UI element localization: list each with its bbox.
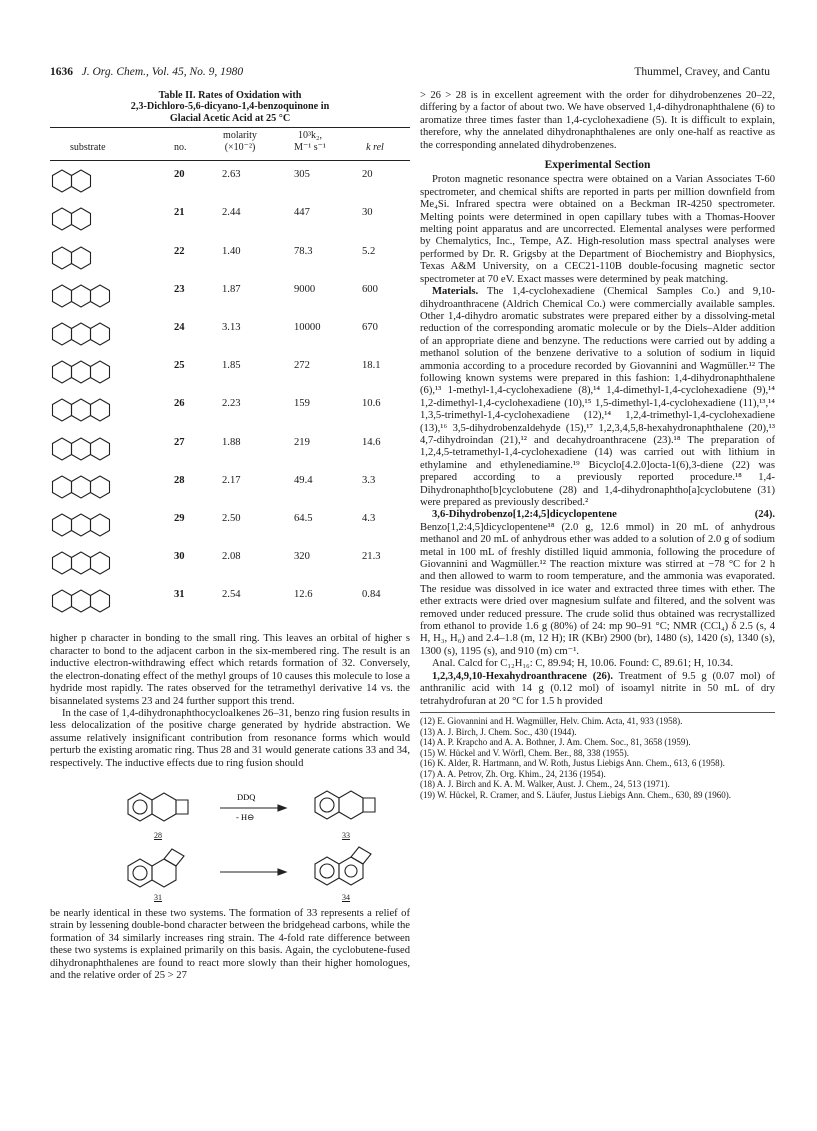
cell-no: 28 — [174, 474, 185, 486]
table-title-line: Glacial Acetic Acid at 25 °C — [169, 112, 291, 124]
structure-34 — [315, 847, 371, 885]
materials-text: The 1,4-cyclohexadiene (Chemical Samples Co.) and 9,10-dihydroanthracene (Aldrich Chemical Co.) were commercially available samples. Other 1,4-dihydro aromatic substrates were prepared either by a dissolving-metal reduction of the corresponding aromatic molecule or by the Diels–Alder addition of an appropriate diene and benzyne. The reductions were carried out by adding a methanol solution of the benzene derivative to a solution of sodium in liquid ammonia according to a procedure recorded by Giovannini and Wagmüller.¹² The following known systems were prepared in this fashion: 1,4-dihydronaphthalene (6),¹³ 1-methyl-1,4-cyclohexadiene (8),¹⁴ 1,4-dimethyl-1,4-cyclohexadiene (9),¹⁴ 1,2-dimethyl-1,4-cyclohexadiene (10),¹⁵ 1,5-dimethyl-1,4-cyclohexadiene (11),¹³,¹⁴ 1,3,5-trimethyl-1,4-cyclohexadiene (12),¹⁴ 1,2,4-trimethyl-1,4-cyclohexadiene (13),¹⁶ 3,5-dihydrobenzaldehyde (15),¹⁷ 1,2,3,4,5,8-hexahydronaphthalene (20),¹³ 4,7-dihydroindan (21),¹² and decahydroanthracene (23).¹⁸ The preparation of 1,2,4,5-tetramethyl-1,4-cyclohexadiene (14) was carried out with lithium in ethylamine and ethylenediamine.¹⁹ Bicyclo[4.2.0]octa-1(6),3-diene (22) was prepared according to a previously reported procedure.¹⁸ 1,4-Dihydronaphtho[b]cyclobutene (28) and 1,4-dihydronaphtho[a]cyclobutene (31) were prepared as previously described.² — [420, 286, 775, 508]
cell-molarity: 3.13 — [222, 321, 241, 333]
structure-28 — [128, 793, 188, 821]
cell-molarity: 2.23 — [222, 398, 241, 410]
compound-label-33: 33 — [342, 830, 350, 840]
cell-krel: 5.2 — [362, 245, 376, 257]
cell-molarity: 2.50 — [222, 512, 241, 524]
compound-24-heading: 3,6-Dihydrobenzo[1,2:4,5]dicyclopentene (24). — [432, 509, 775, 521]
substrate-structure-icon — [50, 583, 130, 617]
cell-krel: 10.6 — [362, 398, 381, 410]
cell-molarity: 2.08 — [222, 551, 241, 563]
cell-rate: 49.4 — [294, 474, 313, 486]
substrate-structure-icon — [50, 431, 130, 465]
cell-krel: 20 — [362, 169, 373, 181]
right-paragraph-1: > 26 > 28 is in excellent agreement with the order for dihydrobenzenes 20–22, differing by a factor of about two. We have observed 1,4-dihydronaphthalene (6) to aromatize three times faster than 1,4-cyclohexadiene (5). It is difficult to explain, therefore, why the annelated dihydronaphthalenes are only one-half as reactive as the corresponding annelated dihydrobenzenes. — [420, 90, 775, 151]
reference-item: (19) W. Hückel, R. Cramer, and S. Läufer, Justus Liebigs Ann. Chem., 630, 89 (1960). — [420, 790, 731, 801]
reference-item: (18) A. J. Birch and K. A. M. Walker, Aust. J. Chem., 24, 513 (1971). — [420, 779, 670, 790]
table-header-rule — [50, 160, 410, 161]
cell-krel: 600 — [362, 283, 378, 295]
substrate-structure-icon — [50, 278, 130, 312]
materials-paragraph — [420, 286, 775, 509]
reference-item: (17) A. A. Petrov, Zh. Org. Khim., 24, 2136 (1954). — [420, 768, 606, 779]
structure-33 — [315, 791, 375, 819]
header-rate-unit: M⁻¹ s⁻¹ — [294, 142, 326, 154]
substrate-structure-icon — [50, 545, 130, 579]
substrate-structure-icon — [50, 240, 130, 274]
substrate-structure-icon — [50, 392, 130, 426]
table-body — [50, 169, 410, 627]
substrate-structure-icon — [50, 163, 130, 197]
reference-item: (12) E. Giovannini and H. Wagmüller, Helv. Chim. Acta, 41, 933 (1958). — [420, 715, 683, 726]
cell-rate: 159 — [294, 398, 310, 410]
cell-rate: 64.5 — [294, 512, 313, 524]
cell-no: 23 — [174, 283, 185, 295]
reaction-scheme — [50, 774, 410, 904]
compound-24-paragraph — [420, 509, 775, 658]
table-title-line: 2,3-Dichloro-5,6-dicyano-1,4-benzoquinone in — [130, 101, 330, 113]
reference-item: (16) K. Alder, R. Hartmann, and W. Roth, Justus Liebigs Ann. Chem., 613, 6 (1958). — [420, 758, 725, 769]
header-left — [50, 66, 243, 78]
substrate-structure-icon — [50, 469, 130, 503]
header-no: no. — [174, 142, 187, 154]
compound-label-34: 34 — [342, 892, 350, 902]
cell-no: 27 — [174, 436, 185, 448]
substrate-structure-icon — [50, 201, 130, 235]
cell-molarity: 2.17 — [222, 474, 241, 486]
scheme-reagent-2: - H⊖ — [236, 811, 255, 822]
right-column — [420, 90, 775, 801]
cell-krel: 14.6 — [362, 436, 381, 448]
substrate-structure-icon — [50, 316, 130, 350]
reference-item: (13) A. J. Birch, J. Chem. Soc., 430 (1944). — [420, 726, 577, 737]
cell-krel: 3.3 — [362, 474, 376, 486]
header-krel: k rel — [366, 142, 384, 154]
cell-no: 22 — [174, 245, 185, 257]
cell-no: 30 — [174, 551, 185, 563]
table-title-line: Table II. Rates of Oxidation with — [158, 90, 302, 101]
cell-molarity: 2.54 — [222, 589, 241, 601]
compound-label-31: 31 — [154, 892, 162, 902]
cell-rate: 447 — [294, 207, 310, 219]
cell-no: 26 — [174, 398, 185, 410]
substrate-structure-icon — [50, 507, 130, 541]
cell-no: 31 — [174, 589, 185, 601]
header-substrate: substrate — [70, 142, 106, 154]
table-row — [50, 589, 410, 627]
section-heading: Experimental Section — [544, 159, 651, 172]
cell-no: 20 — [174, 169, 185, 181]
cell-molarity: 2.63 — [222, 169, 241, 181]
cell-molarity: 1.85 — [222, 360, 241, 372]
compound-26-heading: 1,2,3,4,9,10-Hexahydroanthracene (26). — [432, 670, 613, 682]
cell-krel: 18.1 — [362, 360, 381, 372]
compound-24-text: Benzo[1,2:4,5]dicyclopentene¹⁸ (2.0 g, 12.6 mmol) in 20 mL of anhydrous methanol and 20 mL of anhydrous ether was added to a solution of 2.0 g of sodium metal in 100 mL of freshly distilled liquid ammonia, following the procedure of Giovannini and Wagmüller.¹² The reaction mixture was stirred at −78 °C for 2 h and then allowed to warm to room temperature, and the ammonia was evaporated. The residue was dissolved in ice water and extracted three times with ether. The ether extracts were dried over magnesium sulfate and filtered, and the solvent was removed under reduced pressure. The crude solid thus obtained was recrystallized from ethanol to provide 1.6 g (80%) of 24: mp 90–91 °C; NMR (CCl₄) δ 2.5 (s, 4 H, H₃, H₆) and 2.4–1.8 (m, 12 H); IR (KBr) 2900 (br), 1480 (s), 1420 (s), 1340 (s), 1300 (s), 1195 (s), and 910 (m) cm⁻¹. — [420, 521, 775, 657]
header-molarity: molarity — [223, 130, 257, 142]
header-molarity-unit: (×10⁻²) — [224, 142, 256, 154]
cell-rate: 320 — [294, 551, 310, 563]
cell-molarity: 1.87 — [222, 283, 241, 295]
cell-no: 29 — [174, 512, 185, 524]
page-number: 1636 — [50, 66, 73, 78]
table-title — [50, 90, 410, 124]
references — [420, 712, 775, 801]
scheme-drawing — [50, 774, 410, 904]
cell-krel: 30 — [362, 207, 373, 219]
cell-rate: 272 — [294, 360, 310, 372]
cell-krel: 21.3 — [362, 551, 381, 563]
compound-label-28: 28 — [154, 830, 162, 840]
left-paragraph-3: be nearly identical in these two systems. The formation of 33 represents a relief of strain by lessening double-bond character between the bridgehead carbons, while the formation of 34 similarly increases ring strain. The 4-fold rate difference between these two systems is explained primarily on this basis. Again, the cyclobutene-fused dihydronaphthalenes are found to react more slowly than their higher homologues, and the relative order of 25 > 27 — [50, 907, 410, 981]
scheme-reagent: DDQ — [237, 791, 256, 802]
cell-rate: 78.3 — [294, 245, 313, 257]
left-paragraph-2: In the case of 1,4-dihydronaphthocycloalkenes 26–31, benzo ring fusion results in less delocalization of the positive charge generated by hydride abstraction. We assume relatively insignificant contribution from resonance forms which would perturb the existing aromatic ring. Thus 28 and 31 would generate cations 33 and 34, respectively. The inductive effects due to ring fusion should — [50, 707, 410, 769]
running-header — [50, 66, 770, 82]
header-authors: Thummel, Cravey, and Cantu — [634, 66, 770, 78]
cell-krel: 4.3 — [362, 512, 376, 524]
left-paragraph-1: higher p character in bonding to the small ring. This leaves an orbital of higher s character to bond to the adjacent carbon in the six-membered ring. The result is an inductive electron-withdrawing effect which retards formation of 32. Conversely, the electron-donating effect of the methyl groups of 10 causes this molecule to lose a hydride most rapidly. The rates observed for the tetramethyl derivative 14 vs. the bisannelated systems 23 and 24 further support this trend. — [50, 633, 410, 707]
cell-molarity: 1.88 — [222, 436, 241, 448]
cell-rate: 305 — [294, 169, 310, 181]
reference-item: (14) A. P. Krapcho and A. A. Bothner, J. Am. Chem. Soc., 81, 3658 (1959). — [420, 737, 691, 748]
cell-krel: 670 — [362, 321, 378, 333]
cell-rate: 10000 — [294, 321, 321, 333]
cell-molarity: 1.40 — [222, 245, 241, 257]
cell-no: 25 — [174, 360, 185, 372]
cell-molarity: 2.44 — [222, 207, 241, 219]
analysis-paragraph: Anal. Calcd for C₁₂H₁₆: C, 89.94; H, 10.06. Found: C, 89.61; H, 10.34. — [432, 658, 734, 670]
header-rate: 10³k₂, — [298, 130, 322, 142]
cell-rate: 12.6 — [294, 589, 313, 601]
cell-no: 24 — [174, 321, 185, 333]
cell-rate: 9000 — [294, 283, 316, 295]
table-header — [50, 128, 410, 158]
cell-no: 21 — [174, 207, 185, 219]
substrate-structure-icon — [50, 354, 130, 388]
cell-krel: 0.84 — [362, 589, 381, 601]
cell-rate: 219 — [294, 436, 310, 448]
right-paragraph-2: Proton magnetic resonance spectra were obtained on a Varian Associates T-60 spectrometer, and chemical shifts are reported in parts per million downfield from Me₄Si. Infrared spectra were obtained on a Beckman IR-4250 spectrometer. Melting points were determined in open capillary tubes with a Thomas-Hoover melting point apparatus and are uncorrected. Elemental analyses were performed by Chemalytics, Inc., Tempe, AZ. High-resolution mass spectral analyses were performed by Dr. R. Grigsby at the Department of Biochemistry and Biophysics, Texas A&M University, on a CEC21-110B double-focusing magnetic sector spectrometer at 70 eV. Exact masses were determined by peak matching. — [420, 174, 775, 285]
left-column — [50, 90, 410, 982]
compound-26-paragraph — [420, 671, 775, 708]
materials-heading: Materials. — [432, 286, 479, 298]
journal-citation: J. Org. Chem., Vol. 45, No. 9, 1980 — [81, 66, 244, 78]
compound-26-text: Treatment of 9.5 g (0.07 mol) of anthranilic acid with 14 g (0.12 mol) of isoamyl nitrite in 50 mL of dry tetrahydrofuran at 20 °C for 1.5 h provided — [420, 670, 775, 707]
reference-item: (15) W. Hückel and V. Wörfl, Chem. Ber., 88, 338 (1955). — [420, 747, 629, 758]
structure-31 — [128, 849, 184, 887]
